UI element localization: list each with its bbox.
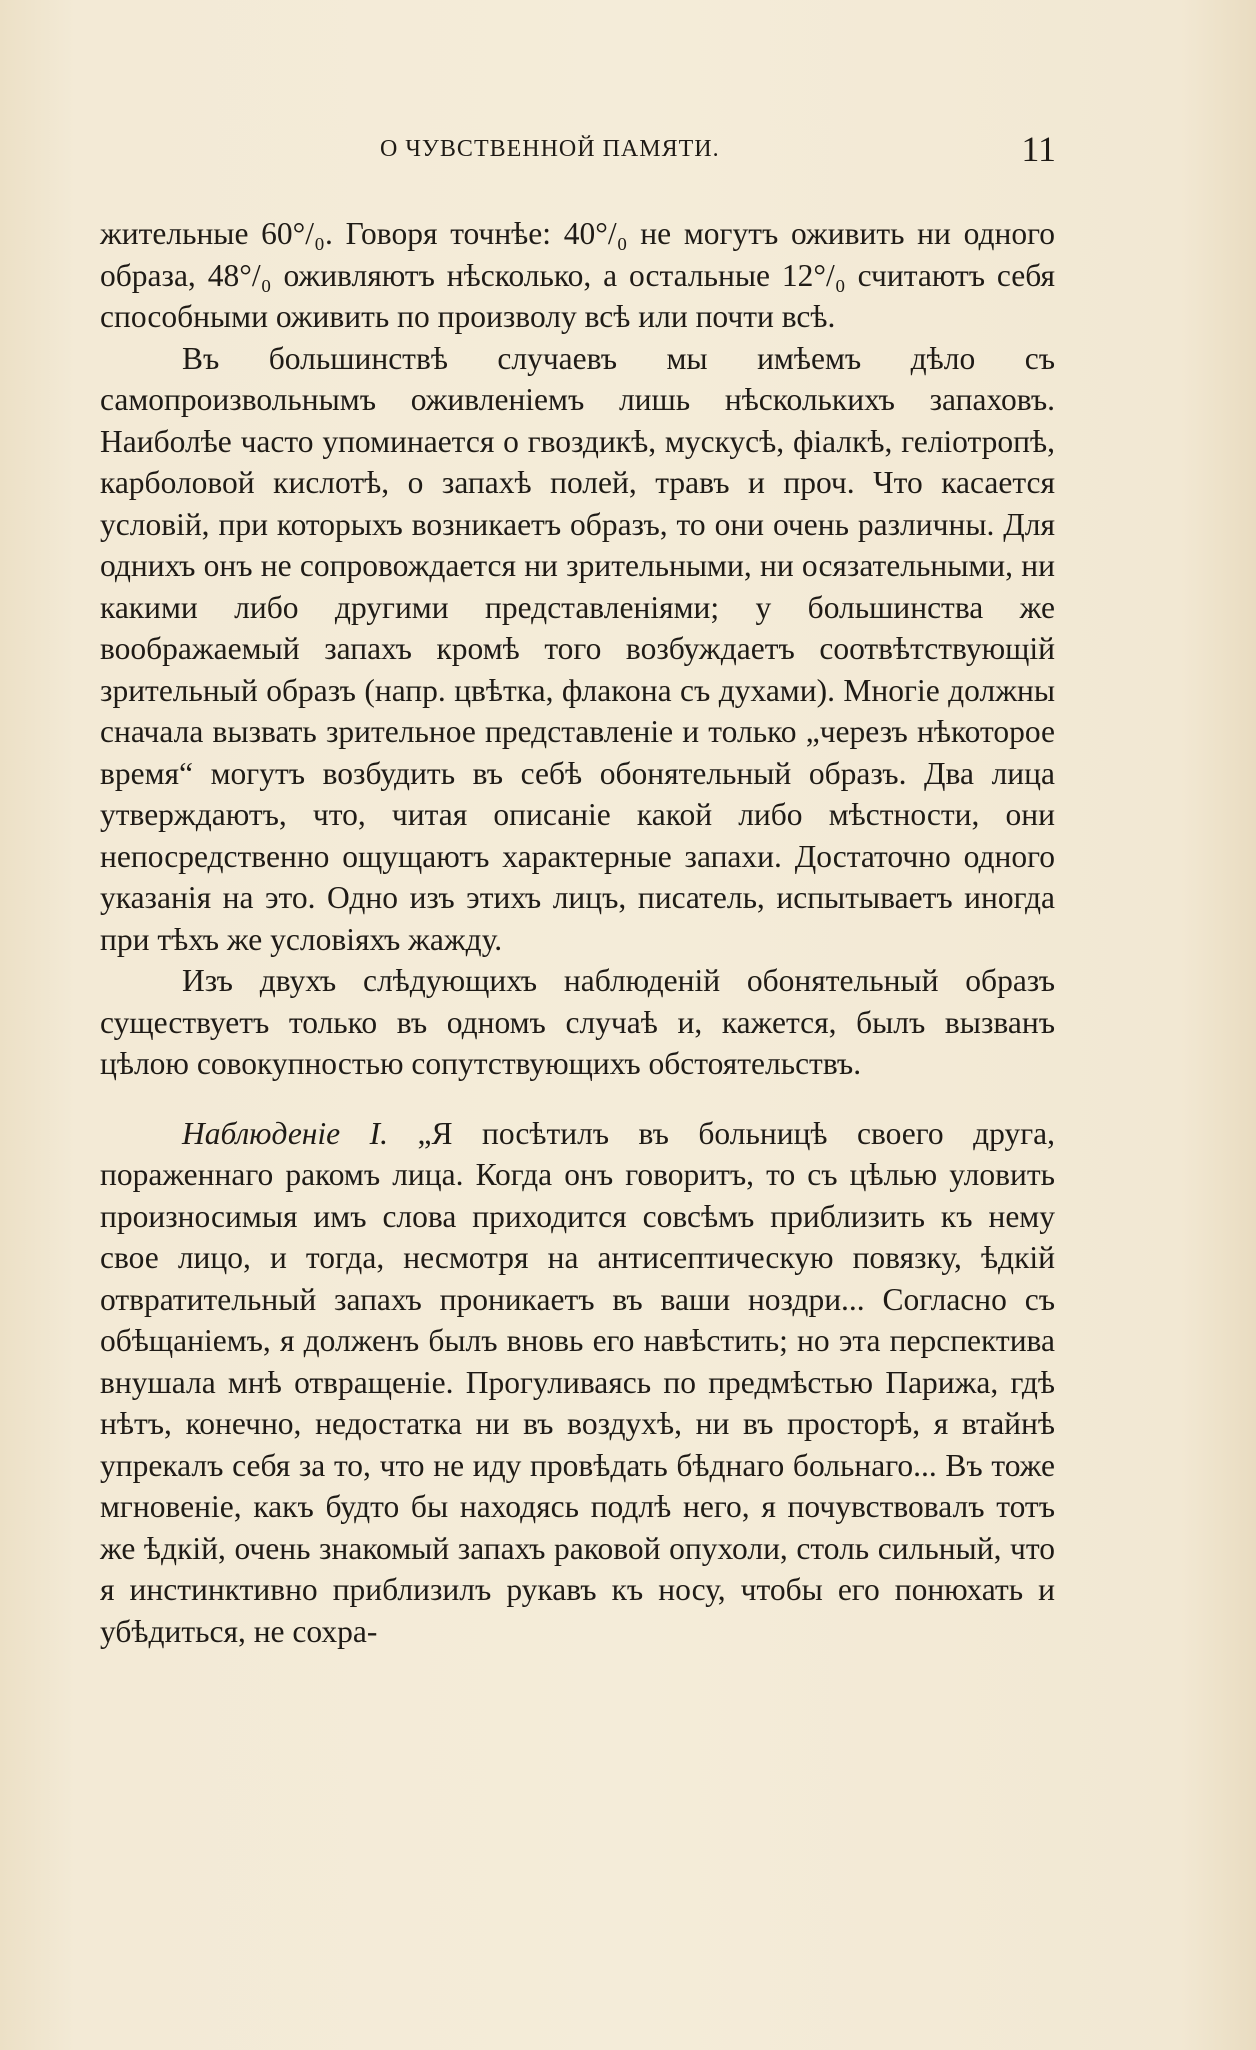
observation-title: Наблюденіе I. (182, 1115, 389, 1151)
observation-text: „Я посѣтилъ въ больницѣ своего друга, пораженнаго ракомъ лица. Когда онъ говоритъ, то съ цѣлью уловить произносимыя имъ слова приходится совсѣмъ приблизить къ нему свое лицо, и тогда, несмотря на антисептическую повязку, ѣдкій отвратительный запахъ проникаетъ въ ваши ноздри... Согласно съ обѣщаніемъ, я долженъ былъ вновь его навѣстить; но эта перспектива внушала мнѣ отвращеніе. Прогуливаясь по предмѣстью Парижа, гдѣ нѣтъ, конечно, недостатка ни въ воздухѣ, ни въ просторѣ, я втайнѣ упрекалъ себя за то, что не иду провѣдать бѣднаго больнаго... Въ тоже мгновеніе, какъ будто бы находясь подлѣ него, я почувствовалъ тотъ же ѣдкій, очень знакомый запахъ раковой опухоли, столь сильный, что я инстинктивно приблизилъ рукавъ къ носу, чтобы его понюхать и убѣдиться, не сохра- (100, 1115, 1056, 1649)
observation-paragraph (100, 1113, 1055, 1653)
page-header (100, 128, 1056, 169)
page-number: 11 (1021, 129, 1056, 169)
paragraph-continuation: жительные 60°/₀. Говоря точнѣе: 40°/₀ не могутъ оживить ни одного образа, 48°/₀ оживляютъ нѣсколько, а остальные 12°/₀ считаютъ себя способными оживить по произволу всѣ или почти всѣ. (100, 216, 1055, 334)
body-text (100, 213, 1055, 1652)
paragraph-smells: Въ большинствѣ случаевъ мы имѣемъ дѣло съ самопроизвольнымъ оживленіемъ лишь нѣсколькихъ запаховъ. Наиболѣе часто упоминается о гвоздикѣ, мускусѣ, фіалкѣ, геліотропѣ, карболовой кислотѣ, о запахѣ полей, травъ и проч. Что касается условій, при которыхъ возникаетъ образъ, то они очень различны. Для однихъ онъ не сопровождается ни зрительными, ни осязательными, ни какими либо другими представленіями; у большинства же воображаемый запахъ кромѣ того возбуждаетъ соотвѣтствующій зрительный образъ (напр. цвѣтка, флакона съ духами). Многіе должны сначала вызвать зрительное представленіе и только „черезъ нѣкоторое время“ могутъ возбудить въ себѣ обонятельный образъ. Два лица утверждаютъ, что, читая описаніе какой либо мѣстности, они непосредственно ощущаютъ характерные запахи. Достаточно одного указанія на это. Одно изъ этихъ лицъ, писатель, испытываетъ иногда при тѣхъ же условіяхъ жажду. (100, 340, 1055, 957)
running-title: О ЧУВСТВЕННОЙ ПАМЯТИ. (380, 136, 720, 162)
paragraph-observations-intro: Изъ двухъ слѣдующихъ наблюденій обонятельный образъ существуетъ только въ одномъ случаѣ и, кажется, былъ вызванъ цѣлою совокупностью сопутствующихъ обстоятельствъ. (100, 963, 1055, 1081)
